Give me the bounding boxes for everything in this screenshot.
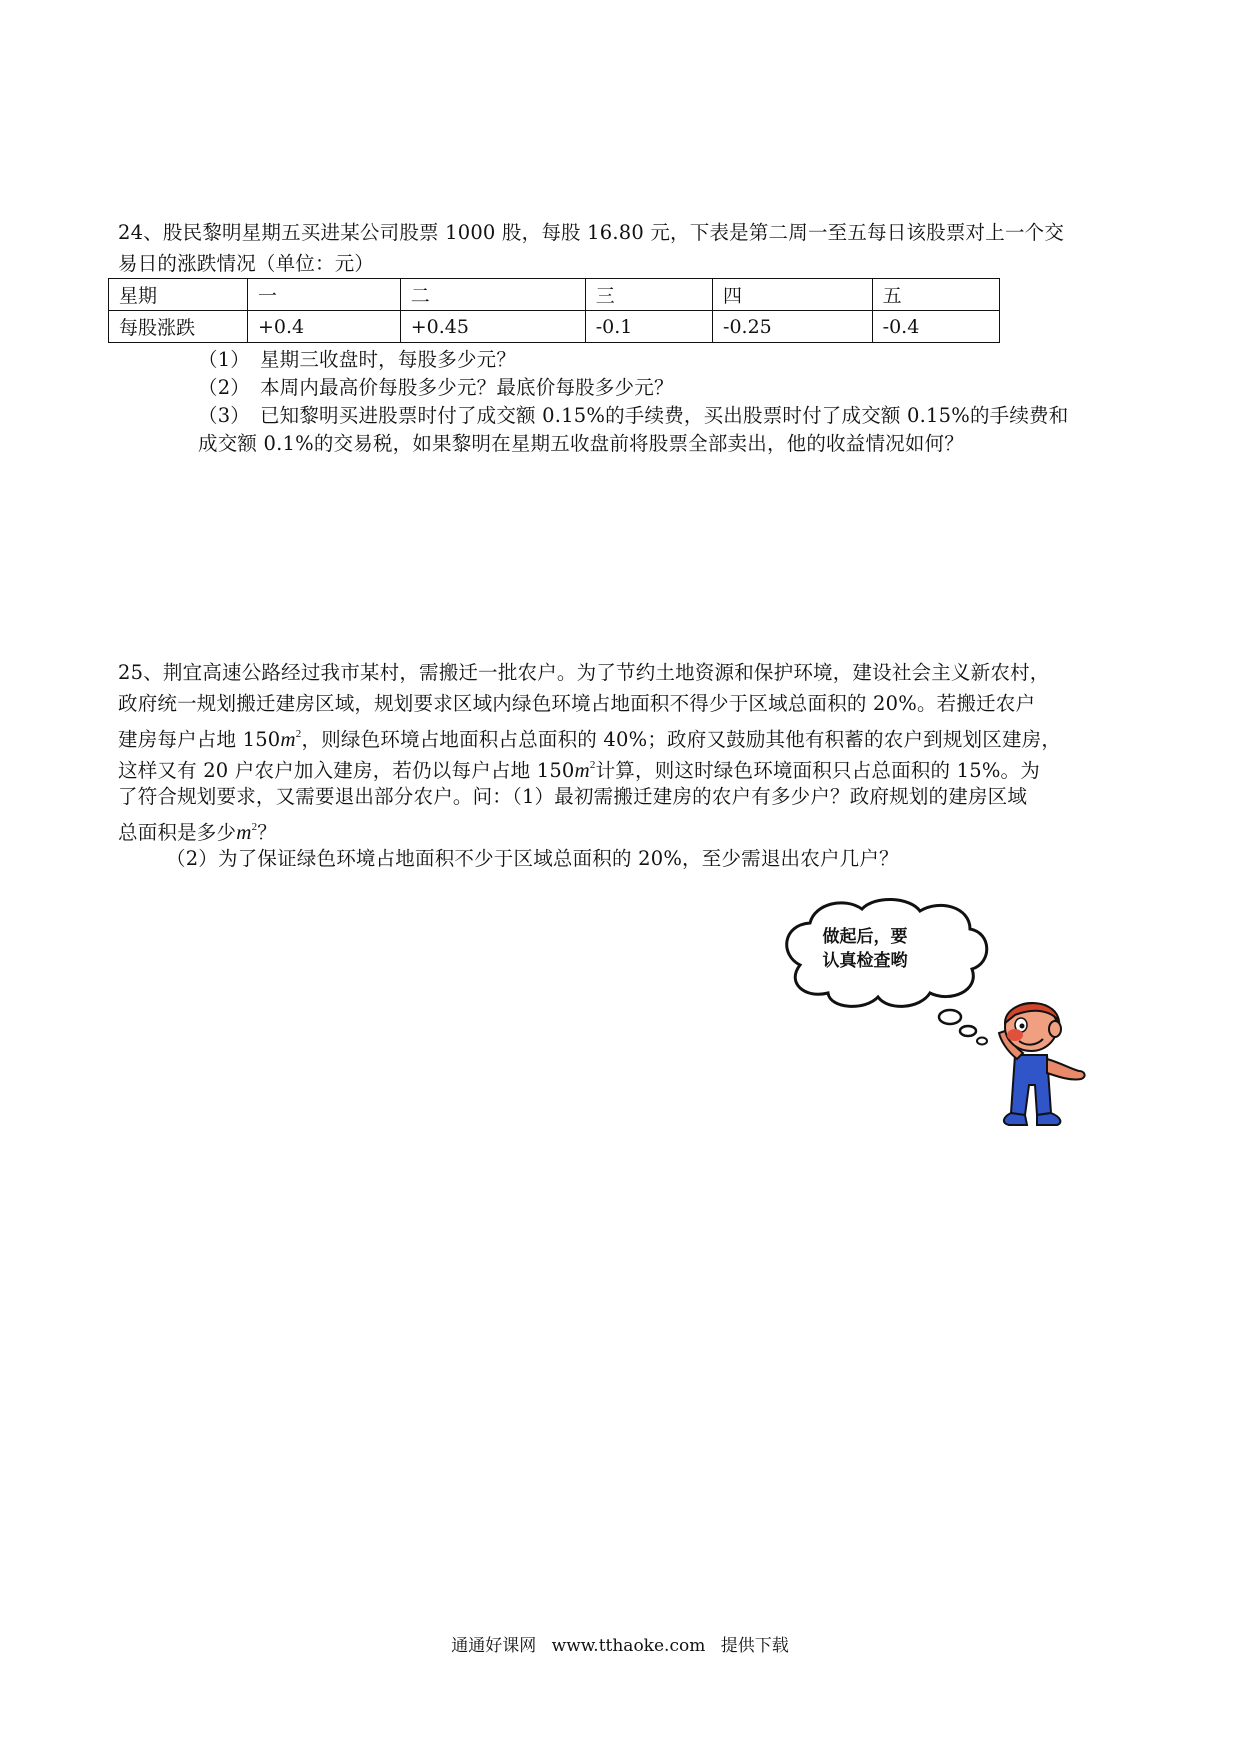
q25-line4-start: 这样又有 20 户农户加入建房，若仍以每户占地 150 <box>118 759 575 782</box>
q25-text-line1: 25、荆宜高速公路经过我市某村，需搬迁一批农户。为了节约土地资源和保护环境，建设社会主义新农村， <box>118 661 1050 684</box>
table-row-label: 每股涨跌 <box>109 311 248 343</box>
bubble-text <box>790 925 940 973</box>
stock-change-table <box>108 278 1000 343</box>
footer-url: www.tthaoke.com <box>551 1636 706 1656</box>
table-day-cell: 二 <box>400 279 585 311</box>
q24-text-line2: 易日的涨跌情况（单位：元） <box>118 252 375 275</box>
table-header-label: 星期 <box>109 279 248 311</box>
bubble-text-line1: 做起后，要 <box>822 927 908 947</box>
page-footer <box>0 1631 1240 1656</box>
table-change-cell: -0.4 <box>872 311 999 343</box>
q25-line4-end: 计算，则这时绿色环境面积只占总面积的 15%。为 <box>595 759 1040 782</box>
footer-note: 提供下载 <box>720 1636 789 1656</box>
table-change-cell: -0.1 <box>585 311 712 343</box>
bubble-text-line2: 认真检查哟 <box>822 951 908 971</box>
unit-square-meter: $m^2$ <box>236 820 258 844</box>
table-change-cell: +0.4 <box>248 311 401 343</box>
table-day-cell: 一 <box>248 279 401 311</box>
q25-text-line7: （2）为了保证绿色环境占地面积不少于区域总面积的 20%，至少需退出农户几户？ <box>166 847 899 870</box>
table-day-cell: 五 <box>872 279 999 311</box>
cartoon-character-icon <box>975 985 1095 1145</box>
q24-subquestion-2: （2） 本周内最高价每股多少元？最底价每股多少元？ <box>198 376 674 399</box>
q24-subquestion-1: （1） 星期三收盘时，每股多少元？ <box>198 348 517 371</box>
q24-text-line1: 24、股民黎明星期五买进某公司股票 1000 股，每股 16.80 元，下表是第二周一至五每日该股票对上一个交 <box>118 221 1065 244</box>
q24-subquestion-3-line1: （3） 已知黎明买进股票时付了成交额 0.15%的手续费，买出股票时付了成交额 0.15%的手续费和 <box>198 404 1069 427</box>
q25-text-line2: 政府统一规划搬迁建房区域，规划要求区域内绿色环境占地面积不得少于区域总面积的 20%。若搬迁农户 <box>118 692 1036 715</box>
table-day-cell: 四 <box>713 279 873 311</box>
q24-subquestion-3-line2: 成交额 0.1%的交易税，如果黎明在星期五收盘前将股票全部卖出，他的收益情况如何？ <box>198 432 964 455</box>
q25-line3-start: 建房每户占地 150 <box>118 728 281 751</box>
unit-square-meter: $m^2$ <box>574 758 596 782</box>
table-change-cell: -0.25 <box>713 311 873 343</box>
q25-line3-end: ，则绿色环境占地面积占总面积的 40%；政府又鼓励其他有积蓄的农户到规划区建房， <box>301 728 1062 751</box>
unit-square-meter: $m^2$ <box>280 727 302 751</box>
table-row-days <box>109 279 1000 311</box>
footer-site-name: 通通好课网 <box>451 1636 537 1656</box>
table-change-cell: +0.45 <box>400 311 585 343</box>
q25-line6-end: ？ <box>257 821 277 844</box>
table-day-cell: 三 <box>585 279 712 311</box>
table-row-changes <box>109 311 1000 343</box>
q25-line6-start: 总面积是多少 <box>118 821 237 844</box>
q25-text-line5: 了符合规划要求，又需要退出部分农户。问：（1）最初需搬迁建房的农户有多少户？政府规划的建房区域 <box>118 785 1028 808</box>
